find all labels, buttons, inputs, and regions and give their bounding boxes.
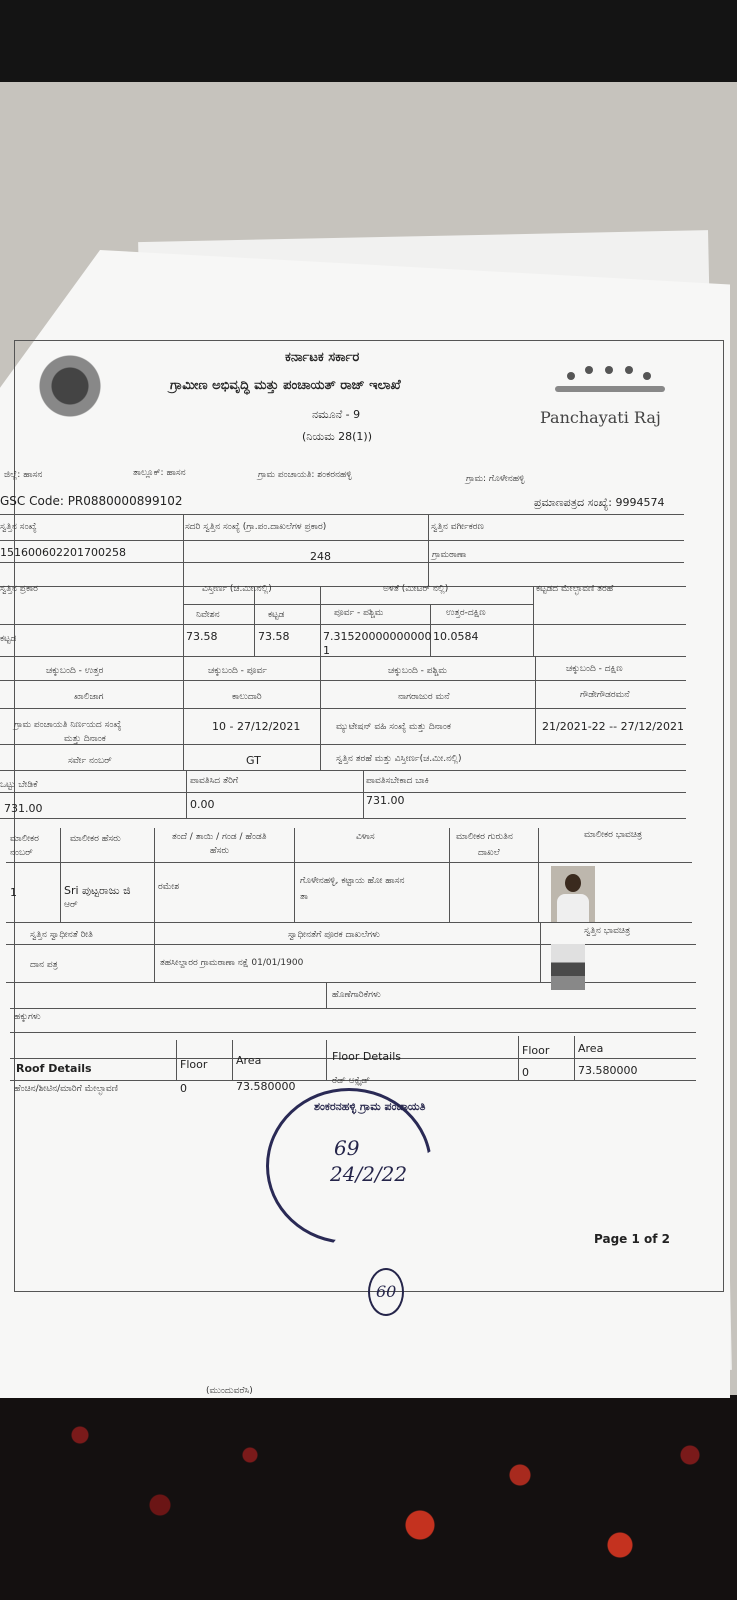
site-area-value: 73.58	[186, 630, 218, 643]
property-id-label: ಸ್ವತ್ತಿನ ಸಂಖ್ಯೆ	[0, 522, 37, 532]
form-number: ನಮೂನೆ - 9	[312, 408, 361, 421]
certificate-number: ಪ್ರಮಾಣಪತ್ರದ ಸಂಖ್ಯೆ: 9994574	[534, 496, 665, 509]
gp-resolution-label: ಗ್ರಾಮ ಪಂಚಾಯತಿ ನಿರ್ಣಯದ ಸಂಖ್ಯೆ	[14, 720, 122, 730]
floor-details-value: ರೆಡ್ ಆಕ್ಸೈಡ್	[332, 1076, 371, 1086]
page-number: Page 1 of 2	[594, 1232, 670, 1246]
owner-name-value: Sri ಪುಟ್ಟರಾಜು ಜಿ	[64, 884, 131, 897]
classification-value: ಗ್ರಾಮಠಾಣಾ	[432, 550, 467, 560]
taluk: ತಾಲ್ಲೂಕ್: ಹಾಸನ	[133, 468, 186, 478]
roof-type-label: ಕಟ್ಟಡದ ಮೇಲ್ಛಾವಣಿ ತರಹೆ	[536, 584, 614, 594]
dimension-label: ಅಳತೆ (ಮೀಟರ್ ನಲ್ಲಿ)	[383, 584, 449, 594]
area-column-label-2: Area	[578, 1042, 604, 1055]
gram-panchayat: ಗ್ರಾಮ ಪಂಚಾಯತಿ: ಶಂಕರನಹಳ್ಳಿ	[258, 470, 352, 480]
area-label: ವಿಸ್ತೀರ್ಣ (ಚ.ಮೀ.ನಲ್ಲಿ)	[202, 584, 272, 594]
boundary-east-value: ಕಾಲುದಾರಿ	[232, 692, 262, 702]
owner-name-value-b: ಆರ್	[64, 900, 78, 910]
survey-value: GT	[246, 754, 261, 767]
gp-resolution-value: 10 - 27/12/2021	[212, 720, 301, 733]
page-circle-mark	[368, 1268, 404, 1316]
total-demand-value: 731.00	[4, 802, 43, 815]
panchayati-raj-logo-text: Panchayati Raj	[540, 408, 661, 427]
property-type-value: ಕಟ್ಟಡ	[0, 634, 17, 644]
handwritten-date: 24/2/22	[330, 1162, 408, 1186]
owner-id-doc-label: ಮಾಲೀಕರ ಗುರುತಿನ	[456, 832, 513, 842]
possession-method-label: ಸ್ವತ್ತಿನ ಸ್ವಾಧೀನತೆ ರೀತಿ	[30, 930, 93, 940]
property-photo-label: ಸ್ವತ್ತಿನ ಭಾವಚಿತ್ರ	[584, 926, 631, 936]
property-id-value: 151600602201700258	[0, 546, 126, 559]
continued-text: (ಮುಂದುವರೆಸಿ)	[206, 1386, 253, 1396]
owner-photo-label: ಮಾಲೀಕರ ಭಾವಚಿತ್ರ	[584, 830, 643, 840]
property-type-label: ಸ್ವತ್ತಿನ ಪ್ರಕಾರ	[0, 584, 38, 594]
mutation-value: 21/2021-22 -- 27/12/2021	[542, 720, 684, 733]
patterned-cloth	[0, 1395, 737, 1600]
liabilities-label: ಹೊಣೆಗಾರಿಕೆಗಳು	[332, 990, 381, 1000]
boundary-south-label: ಚಕ್ಕುಬಂದಿ - ದಕ್ಷಿಣ	[566, 664, 623, 674]
paid-tax-value: 0.00	[190, 798, 215, 811]
dark-background-top	[0, 0, 737, 82]
mutation-label: ಮ್ಯುಟೇಷನ್ ವಹಿ ಸಂಖ್ಯೆ ಮತ್ತು ದಿನಾಂಕ	[336, 722, 451, 732]
north-south-label: ಉತ್ತರ-ದಕ್ಷಿಣ	[446, 608, 486, 618]
building-area-value: 73.58	[258, 630, 290, 643]
header-department: ಗ್ರಾಮೀಣ ಅಭಿವೃದ್ಧಿ ಮತ್ತು ಪಂಚಾಯತ್ ರಾಜ್ ಇಲಾಖೆ	[170, 378, 401, 393]
floor-value: 0	[180, 1082, 187, 1095]
roof-details-value: ಹೆಂಚಿನ/ಶೀಟಿನ/ಮಾರಿಗೆ ಮೇಲ್ಛಾವಣಿ	[14, 1084, 119, 1094]
site-label: ನಿವೇಶನ	[196, 610, 220, 620]
floor-value-2: 0	[522, 1066, 529, 1079]
owner-number-value: 1	[10, 886, 17, 899]
boundary-west-label: ಚಕ್ಕುಬಂದಿ - ಪಶ್ಚಿಮ	[388, 666, 447, 676]
roof-details-label: Roof Details	[16, 1062, 92, 1075]
boundary-north-value: ಖಾಲಿಜಾಗ	[74, 692, 104, 702]
balance-due-value: 731.00	[366, 794, 405, 807]
type-area-label: ಸ್ವತ್ತಿನ ತರಹೆ ಮತ್ತು ವಿಸ್ತೀರ್ಣ(ಚ.ಮೀ.ನಲ್ಲಿ)	[336, 754, 462, 764]
handwritten-number: 69	[334, 1136, 360, 1160]
owner-id-doc-label-b: ದಾಖಲೆ	[478, 848, 500, 858]
rights-label: ಹಕ್ಕುಗಳು	[14, 1012, 41, 1022]
owner-number-label: ಮಾಲೀಕರ	[10, 834, 39, 844]
classification-label: ಸ್ವತ್ತಿನ ವರ್ಗೀಕರಣ	[431, 522, 484, 532]
village: ಗ್ರಾಮ: ಗೊಳೇನಹಳ್ಳಿ	[466, 474, 525, 484]
page-circle-number: 60	[376, 1282, 397, 1301]
paid-tax-label: ಪಾವತಿಸಿದ ತೆರಿಗೆ	[190, 776, 239, 786]
possession-docs-value: ತಹಸೀಲ್ದಾರರ ಗ್ರಾಮಠಾಣಾ ನಕ್ಷೆ 01/01/1900	[160, 958, 304, 968]
karnataka-emblem-icon	[24, 346, 116, 446]
address-label: ವಿಳಾಸ	[356, 832, 375, 842]
boundary-east-label: ಚಕ್ಕುಬಂದಿ - ಪೂರ್ವ	[208, 666, 267, 676]
relation-name-label: ತಂದೆ / ತಾಯಿ / ಗಂಡ / ಹೆಂಡತಿ	[172, 832, 267, 842]
owner-name-label: ಮಾಲೀಕರ ಹೆಸರು	[70, 834, 121, 844]
total-demand-label: ಒಟ್ಟು ಬೇಡಿಕೆ	[0, 780, 38, 790]
floor-details-label: Floor Details	[332, 1050, 401, 1063]
relation-name-value: ರಮೇಶ	[158, 882, 180, 892]
north-south-value: 10.0584	[433, 630, 479, 643]
sadari-number-value: 248	[310, 550, 331, 563]
property-photo	[551, 944, 585, 990]
east-west-value-wrap: 1	[323, 644, 330, 657]
boundary-north-label: ಚಕ್ಕುಬಂದಿ - ಉತ್ತರ	[46, 666, 104, 676]
area-value: 73.580000	[236, 1080, 296, 1093]
east-west-value: 7.31520000000000	[323, 630, 432, 643]
survey-label: ಸರ್ವೇ ನಂಬರ್	[68, 756, 112, 766]
possession-docs-label: ಸ್ವಾಧೀನತೆಗೆ ಪೂರಕ ದಾಖಲೆಗಳು	[288, 930, 380, 940]
balance-due-label: ಪಾವತಿಸಬೇಕಾದ ಬಾಕಿ	[366, 776, 429, 786]
building-label: ಕಟ್ಟಡ	[268, 610, 285, 620]
address-value: ಗೊಳೇನಹಳ್ಳಿ, ಕಟ್ಟಾಯ ಹೋ ಹಾಸನ	[300, 876, 405, 886]
sadari-number-label: ಸದರಿ ಸ್ವತ್ತಿನ ಸಂಖ್ಯೆ (ಗ್ರಾ.ಪಂ.ದಾಖಲೆಗಳ ಪ್ರಕಾರ)	[185, 522, 327, 532]
possession-method-value: ದಾನ ಪತ್ರ	[30, 960, 58, 970]
gsc-code: GSC Code: PR0880000899102	[0, 494, 183, 508]
address-value-b: ತಾ	[300, 892, 308, 902]
relation-name-label-b: ಹೆಸರು	[210, 846, 229, 856]
district: ಜಿಲ್ಲೆ: ಹಾಸನ	[4, 470, 43, 480]
east-west-label: ಪೂರ್ವ - ಪಶ್ಚಿಮ	[334, 608, 384, 618]
floor-label: Floor	[180, 1058, 208, 1071]
rule-number: (ನಿಯಮ 28(1))	[302, 430, 373, 443]
area-column-label: Area	[236, 1054, 262, 1067]
owner-number-label-b: ನಂಬರ್	[10, 848, 33, 858]
boundary-south-value: ಗೌಡೇಗೌಡರಮನೆ	[580, 690, 630, 700]
panchayati-raj-logo-icon	[555, 366, 665, 410]
gp-resolution-label-b: ಮತ್ತು ದಿನಾಂಕ	[64, 734, 106, 744]
floor-column-label: Floor	[522, 1044, 550, 1057]
stamp-ring-text: ಶಂಕರನಹಳ್ಳಿ ಗ್ರಾಮ ಪಂಚಾಯತಿ	[314, 1100, 426, 1113]
owner-photo	[551, 866, 595, 922]
header-government: ಕರ್ನಾಟಕ ಸರ್ಕಾರ	[285, 350, 360, 365]
boundary-west-value: ನಾಗರಾಜುರ ಮನೆ	[398, 692, 450, 702]
area-value-2: 73.580000	[578, 1064, 638, 1077]
